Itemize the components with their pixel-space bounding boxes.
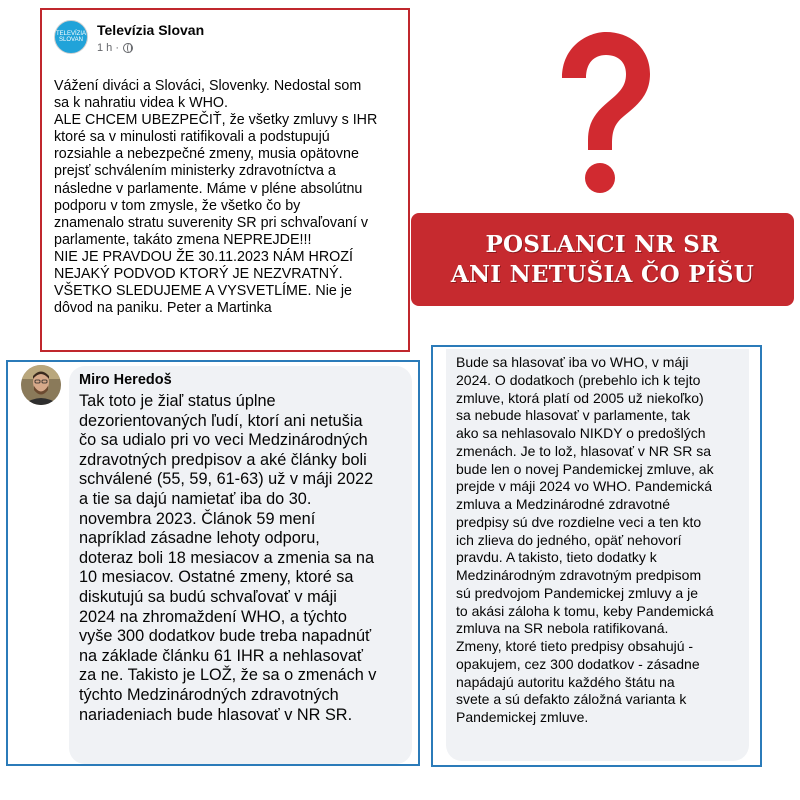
comment-card-left (6, 360, 420, 766)
post-line: ktoré sa v minulosti ratifikovali a podstupujú (54, 129, 330, 146)
post-meta (97, 22, 204, 54)
comment-line: a tie sa dajú namietať iba do 30. (79, 489, 312, 508)
comment-line: bude len o novej Pandemickej zmluve, ak (456, 460, 714, 477)
comment-line: ako sa nehlasovalo NIKDY o predošlých (456, 425, 706, 441)
comment-line: novembra 2023. Článok 59 mení (79, 509, 316, 528)
avatar-photo-icon (21, 365, 61, 405)
comment-line: schválené (55, 59, 61-63) už v máji 2022 (79, 470, 374, 489)
post-line: prejsť schválením ministerky zdravotníctva a (54, 163, 336, 180)
comment-text-left (79, 392, 376, 725)
comment-line: svete a sú defakto záložná varianta k (456, 691, 687, 708)
comment-line: zmluve, ktorá platí od 2005 už niekoľko) (456, 389, 704, 406)
comment-line: 2024 na zhromaždení WHO, a týchto (79, 607, 347, 626)
comment-line: zmluva a Medzinárodné zdravotné (456, 496, 671, 512)
question-mark-icon (548, 28, 658, 198)
post-line: dôvod na paniku. Peter a Martinka (54, 300, 272, 317)
headline-banner (411, 213, 794, 306)
comment-line: diskutujú sa budú schvaľovať v máji (79, 587, 337, 606)
comment-line: zmluva na SR nebola ratifikovaná. (456, 620, 669, 637)
comment-line: sa nebude hlasovať v parlamente, tak (456, 407, 691, 424)
post-timestamp[interactable] (97, 42, 204, 54)
comment-line: za ne. Takisto je LOŽ, že sa o zmenách v (79, 666, 377, 685)
comment-line: ich zlieva do jedného, opäť nehovorí (456, 531, 682, 548)
comment-line: napríklad zásadne lehoty odporu, (79, 529, 320, 548)
globe-icon (123, 43, 133, 53)
post-body-text (54, 78, 406, 317)
post-time-text: 1 h · (97, 42, 120, 54)
comment-line: Medzinárodným zdravotným predpisom (456, 567, 702, 583)
post-line: ALE CHCEM UBEZPEČIŤ, že všetky zmluvy s IHR (54, 112, 378, 129)
comment-line: doteraz boli 18 mesiacov a zmenia sa na (79, 548, 375, 567)
post-line: NIE JE PRAVDOU ŽE 30.11.2023 NÁM HROZÍ (54, 248, 353, 265)
comment-text-right (456, 354, 714, 727)
post-line: Vážení diváci a Slováci, Slovenky. Nedostal som (54, 78, 362, 94)
comment-line: Pandemickej zmluve. (456, 709, 589, 725)
post-line: VŠETKO SLEDUJEME A VYSVETLÍME. Nie je (54, 283, 352, 300)
comment-line: nariadeniach bude hlasovať v NR SR. (79, 705, 353, 724)
comment-line: zdravotných predpisov a aké články boli (79, 450, 367, 469)
post-line: sa k nahratiu videa k WHO. (54, 95, 229, 112)
comment-line: zmenách. Je to lož, hlasovať v NR SR sa (456, 442, 712, 459)
comment-line: to akási záloha k tomu, keby Pandemická (456, 602, 714, 619)
comment-line: Zmeny, ktoré tieto predpisy obsahujú - (456, 638, 694, 654)
comment-line: napádajú autoritu každého štátu na (456, 673, 675, 690)
post-line: NEJAKÝ PODVOD KTORÝ JE NEZVRATNÝ. (54, 266, 343, 283)
comment-line: týchto Medzinárodných zdravotných (79, 685, 339, 704)
comment-line: Bude sa hlasovať iba vo WHO, v máji (456, 354, 689, 370)
facebook-post-card (40, 8, 410, 352)
post-line: znamenalo stratu suverenity SR pri schvaľovaní v (54, 214, 369, 231)
comment-line: 10 mesiacov. Ostatné zmeny, ktoré sa (79, 568, 354, 587)
post-line: následne v parlamente. Máme v pléne absolútnu (54, 180, 363, 197)
banner-line-2: ANI NETUŠIA ČO PÍŠU (450, 260, 755, 288)
comment-line: sú predvojom Pandemickej zmluvy a je (456, 584, 698, 601)
comment-line: pravdu. A takisto, tieto dodatky k (456, 549, 657, 566)
comment-line: prejde v máji 2024 vo WHO. Pandemická (456, 478, 712, 495)
post-header (54, 20, 204, 54)
post-line: podporu v tom zmysle, že všetko čo by (54, 197, 301, 214)
comment-line: vyše 300 dodatkov bude treba napadnúť (79, 627, 372, 646)
comment-line: na základe článku 61 IHR a nehlasovať (79, 646, 363, 665)
page-name-link[interactable]: Televízia Slovan (97, 22, 205, 38)
commenter-avatar[interactable] (21, 365, 61, 405)
comment-line: opakujem, cez 300 dodatkov - zásadne (456, 655, 700, 672)
comment-bubble-right (446, 349, 749, 761)
comment-line: predpisy sú dve rozdielne veci a ten kto (456, 513, 702, 530)
banner-line-1: POSLANCI NR SR (485, 230, 720, 258)
page-logo-text: TELEVÍZIA SLOVAN (55, 31, 86, 43)
post-line: rozsiahle a nebezpečné zmeny, musia opätovne (54, 146, 359, 163)
post-line: parlamente, takáto zmena NEPREJDE!!! (54, 231, 312, 248)
comment-line: Tak toto je žiaľ status úplne (79, 392, 276, 410)
comment-line: 2024. O dodatkoch (prebehlo ich k tejto (456, 371, 701, 388)
comment-line: dezorientovaných ľudí, ktorí ani netušia (79, 411, 363, 430)
page-avatar[interactable] (54, 20, 88, 54)
comment-card-right (431, 345, 762, 767)
comment-line: čo sa udialo pri vo veci Medzinárodných (79, 431, 368, 450)
commenter-name-link[interactable]: Miro Heredoš (79, 372, 172, 388)
comment-bubble-left (69, 366, 412, 764)
